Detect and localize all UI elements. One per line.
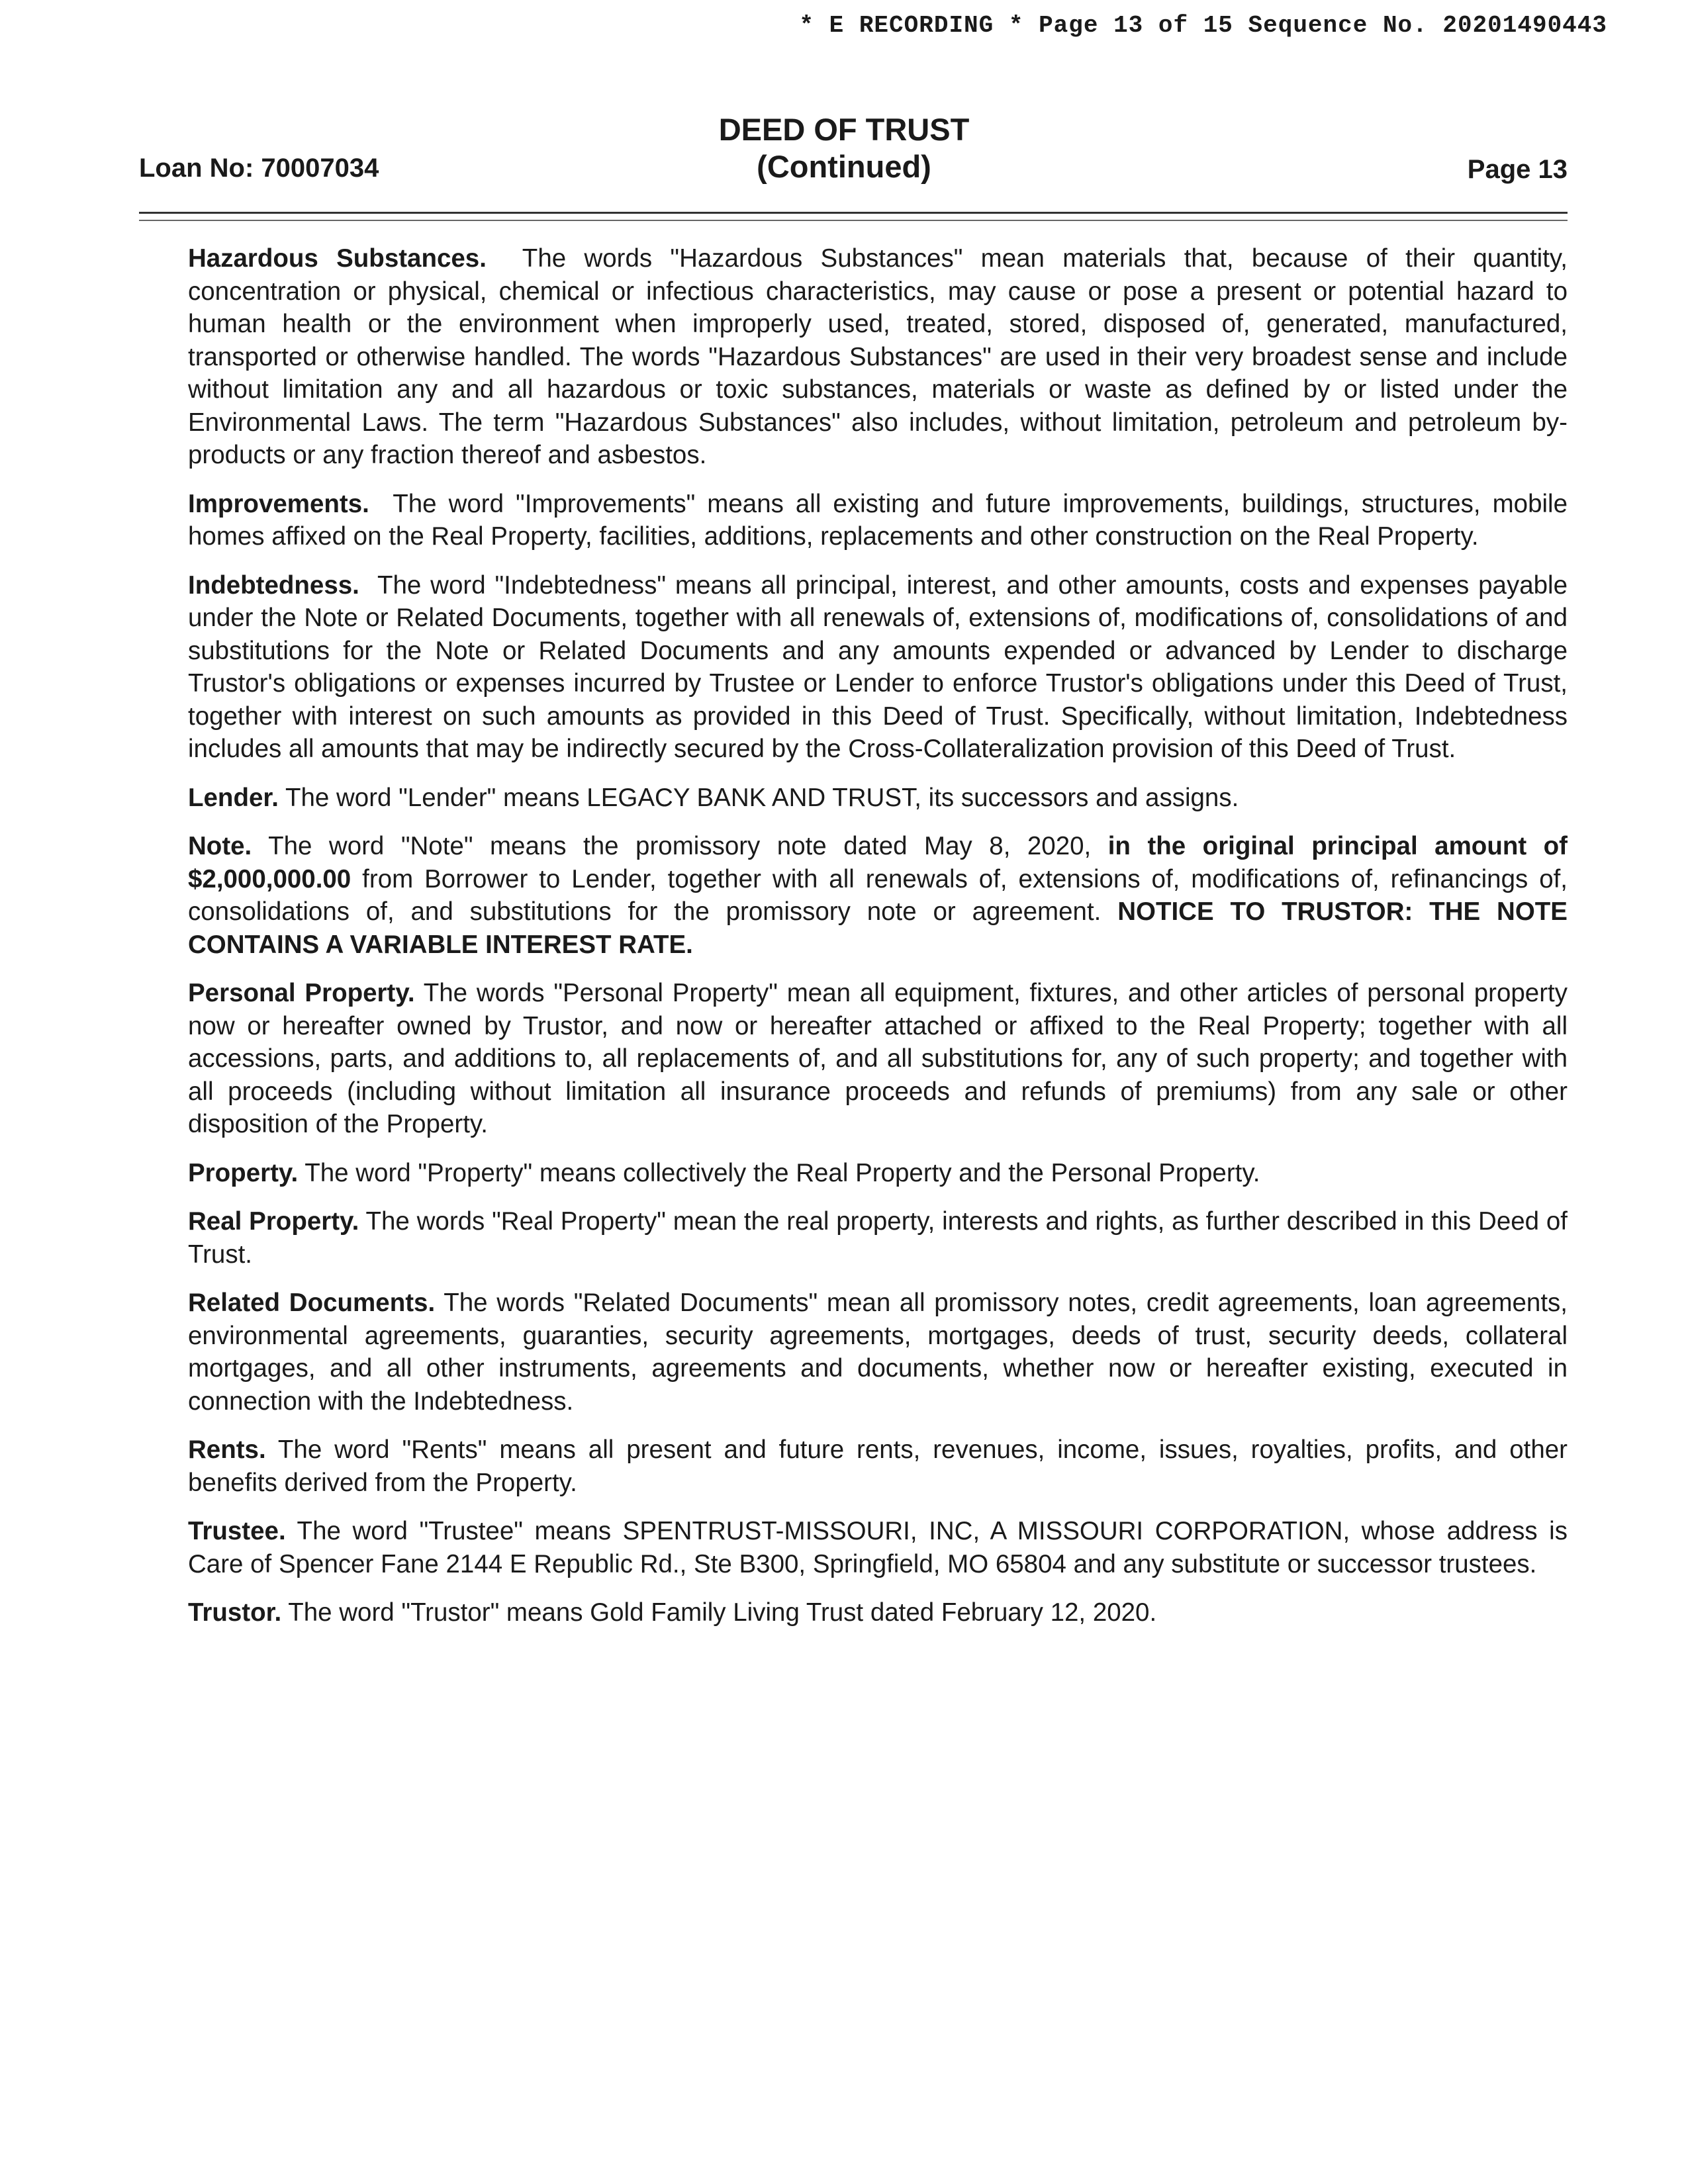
recording-stamp: * E RECORDING * Page 13 of 15 Sequence No. 20201490443	[799, 12, 1607, 39]
definition-text: The word "Improvements" means all existing and future improvements, buildings, structures, mobile homes affixed on the Real Property, facilities, additions, replacements and other construction on the Real Property.	[188, 489, 1568, 551]
definition-note	[188, 830, 1568, 961]
document-subtitle: (Continued)	[757, 149, 931, 184]
definition-text: The word "Lender" means LEGACY BANK AND TRUST, its successors and assigns.	[285, 783, 1239, 812]
definition-text: The words "Real Property" mean the real property, interests and rights, as further described in this Deed of Trust.	[188, 1207, 1568, 1269]
definition-term: Personal Property.	[188, 979, 415, 1007]
definition-term: Indebtedness.	[188, 570, 359, 600]
definition-text: The word "Note" means the promissory note dated May 8, 2020,	[268, 832, 1092, 860]
header-divider-thin	[139, 220, 1568, 221]
definition-term: Property.	[188, 1158, 299, 1187]
definition-text: The word "Trustor" means Gold Family Living Trust dated February 12, 2020.	[288, 1598, 1157, 1627]
definition-personal-property	[188, 977, 1568, 1141]
document-title: DEED OF TRUST	[718, 112, 970, 147]
definition-text: The words "Personal Property" mean all equipment, fixtures, and other articles of personal property now or hereafter owned by Trustor, and now or hereafter attached or affixed to the Real Property; together with all accessions, parts, and additions to, all replacements of, and all substitutions for, any of such property; and together with all proceeds (including without limitation all insurance proceeds and refunds of premiums) from any sale or other disposition of the Property.	[188, 979, 1568, 1138]
definition-text: The word "Indebtedness" means all principal, interest, and other amounts, costs and expenses payable under the Note or Related Documents, together with all renewals of, extensions of, modifications of, consolidations of and substitutions for the Note or Related Documents and any amounts expended or advanced by Lender to discharge Trustor's obligations or expenses incurred by Trustee or Lender to enforce Trustor's obligations under this Deed of Trust, together with interest on such amounts as provided in this Deed of Trust. Specifically, without limitation, Indebtedness includes all amounts that may be indirectly secured by the Cross-Collateralization provision of this Deed of Trust.	[188, 570, 1568, 763]
definition-trustor	[188, 1596, 1568, 1629]
definition-term: Note.	[188, 832, 252, 860]
definition-text: The word "Rents" means all present and future rents, revenues, income, issues, royalties, profits, and other benefits derived from the Property.	[188, 1435, 1568, 1497]
definition-term: Hazardous Substances.	[188, 244, 487, 273]
definition-text: The word "Property" means collectively the Real Property and the Personal Property.	[305, 1158, 1260, 1187]
page-number: Page 13	[1467, 155, 1568, 184]
definition-lender	[188, 782, 1568, 815]
definition-term: Related Documents.	[188, 1289, 436, 1317]
definition-text: The words "Related Documents" mean all promissory notes, credit agreements, loan agreements, environmental agreements, guaranties, security agreements, mortgages, deeds of trust, security deeds, collateral mortgages, and all other instruments, agreements and documents, whether now or hereafter existing, executed in connection with the Indebtedness.	[188, 1289, 1568, 1416]
principal-amount: in the original principal amount of $2,000,000.00	[188, 832, 1568, 893]
definition-indebtedness	[188, 569, 1568, 766]
definition-text: from Borrower to Lender, together with all renewals of, extensions of, modifications of, refinancings of, consolidations of, and substitutions for the promissory note or agreement.	[188, 864, 1568, 926]
variable-rate-notice: NOTICE TO TRUSTOR: THE NOTE CONTAINS A VARIABLE INTEREST RATE.	[188, 897, 1568, 959]
definition-real-property	[188, 1205, 1568, 1271]
definition-term: Trustee.	[188, 1517, 286, 1545]
definition-related-documents	[188, 1287, 1568, 1418]
definition-term: Improvements.	[188, 489, 369, 518]
definition-term: Real Property.	[188, 1207, 359, 1236]
definition-hazardous-substances	[188, 242, 1568, 472]
definition-term: Lender.	[188, 783, 279, 812]
definition-rents	[188, 1433, 1568, 1499]
definition-trustee	[188, 1515, 1568, 1580]
definition-term: Rents.	[188, 1435, 266, 1464]
header-divider	[139, 212, 1568, 214]
definition-term: Trustor.	[188, 1598, 282, 1627]
definition-text: The word "Trustee" means SPENTRUST-MISSOURI, INC, A MISSOURI CORPORATION, whose address is Care of Spencer Fane 2144 E Republic Rd., Ste B300, Springfield, MO 65804 and any substitute or successor trustees.	[188, 1517, 1568, 1578]
loan-number: Loan No: 70007034	[139, 154, 379, 183]
definition-improvements	[188, 488, 1568, 553]
definition-property	[188, 1157, 1568, 1190]
definition-text: The words "Hazardous Substances" mean materials that, because of their quantity, concentration or physical, chemical or infectious characteristics, may cause or pose a present or potential hazard to human health or the environment when improperly used, treated, stored, disposed of, generated, manufactured, transported or otherwise handled. The words "Hazardous Substances" are used in their very broadest sense and include without limitation any and all hazardous or toxic substances, materials or waste as defined by or listed under the Environmental Laws. The term "Hazardous Substances" also includes, without limitation, petroleum and petroleum by-products or any fraction thereof and asbestos.	[188, 244, 1568, 469]
definitions-body	[188, 242, 1568, 1645]
